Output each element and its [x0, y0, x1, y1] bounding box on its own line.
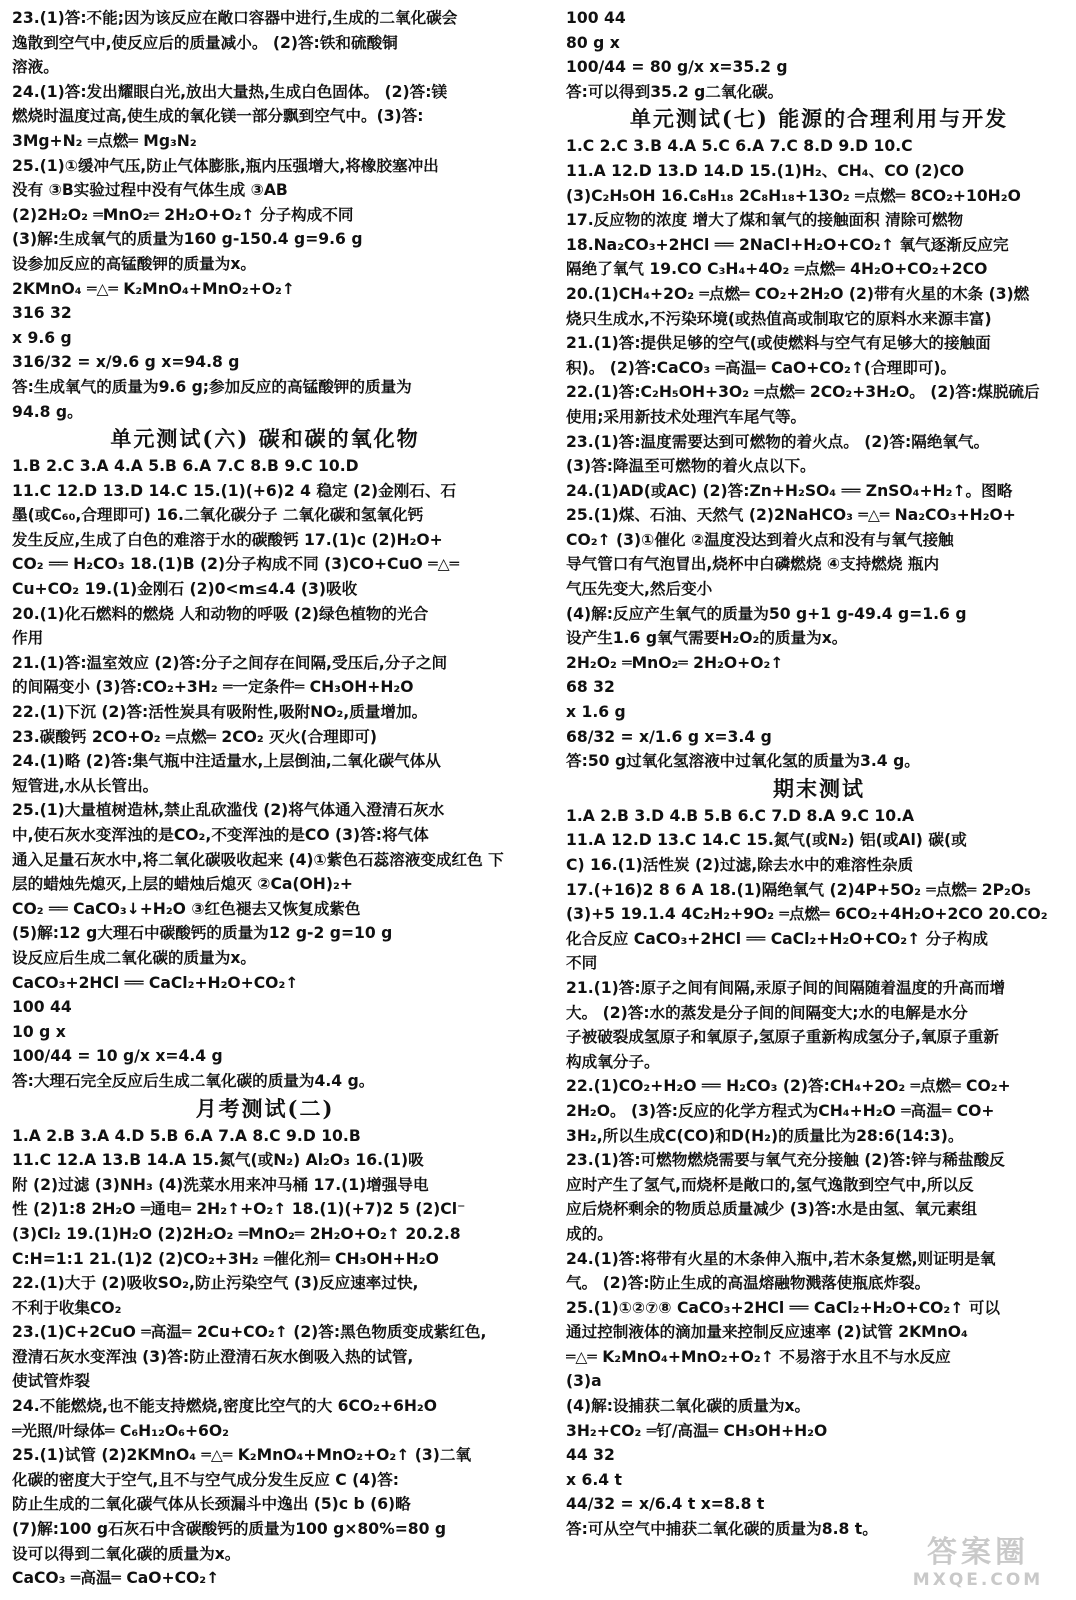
- answer-line: 17.反应物的浓度 增大了煤和氧气的接触面积 清除可燃物: [566, 211, 964, 230]
- answer-line: 层的蜡烛先熄灭,上层的蜡烛后熄灭 ②Ca(OH)₂+: [12, 875, 353, 894]
- answer-line: 22.(1)下沉 (2)答:活性炭具有吸附性,吸附NO₂,质量增加。: [12, 703, 428, 722]
- answer-line: 化碳的密度大于空气,且不与空气成分发生反应 C (4)答:: [12, 1470, 400, 1489]
- answer-line: 通过控制液体的滴加量来控制反应速率 (2)试管 2KMnO₄: [566, 1323, 968, 1342]
- answer-line: 23.(1)C+2CuO ═高温═ 2Cu+CO₂↑ (2)答:黑色物质变成紫红色,: [12, 1323, 487, 1342]
- answer-line: 2H₂O。 (3)答:反应的化学方程式为CH₄+H₂O ═高温═ CO+: [566, 1101, 995, 1120]
- answer-line: Cu+CO₂ 19.(1)金刚石 (2)0<m≤4.4 (3)吸收: [12, 580, 358, 599]
- answer-line: 22.(1)大于 (2)吸收SO₂,防止污染空气 (3)反应速率过快,: [12, 1274, 419, 1293]
- answer-line: 答:大理石完全反应后生成二氧化碳的质量为4.4 g。: [12, 1071, 375, 1090]
- section-heading: 期末测试: [773, 775, 865, 801]
- answer-line: 的间隔变小 (3)答:CO₂+3H₂ ═一定条件═ CH₃OH+H₂O: [12, 678, 414, 697]
- answer-line: 24.(1)答:发出耀眼白光,放出大量热,生成白色固体。 (2)答:镁: [12, 82, 448, 101]
- answer-line: 气压先变大,然后变小: [566, 580, 713, 599]
- answer-line: 11.C 12.D 13.D 14.C 15.(1)(+6)2 4 稳定 (2)金刚石、石: [12, 481, 457, 500]
- answer-line: (3)+5 19.1.4 4C₂H₂+9O₂ ═点燃═ 6CO₂+4H₂O+2CO 20.CO₂: [566, 905, 1048, 924]
- answer-line: 积)。 (2)答:CaCO₃ ═高温═ CaO+CO₂↑(合理即可)。: [566, 358, 957, 377]
- answer-line: x 6.4 t: [566, 1470, 622, 1489]
- answer-line: 11.A 12.D 13.D 14.D 15.(1)H₂、CH₄、CO (2)CO: [566, 161, 965, 180]
- answer-line: 10 g x: [12, 1022, 66, 1041]
- answer-line: 80 g x: [566, 33, 620, 52]
- answer-line: 100/44 = 10 g/x x=4.4 g: [12, 1047, 223, 1066]
- left-column: [12, 6, 518, 1596]
- answer-line: 21.(1)答:温室效应 (2)答:分子之间存在间隔,受压后,分子之间: [12, 653, 448, 672]
- answer-line: (5)解:12 g大理石中碳酸钙的质量为12 g-2 g=10 g: [12, 924, 393, 943]
- answer-line: 316 32: [12, 304, 72, 323]
- answer-line: 1.B 2.C 3.A 4.A 5.B 6.A 7.C 8.B 9.C 10.D: [12, 457, 359, 476]
- section-heading: 单元测试(六) 碳和碳的氧化物: [110, 426, 420, 452]
- answer-line: 11.A 12.D 13.C 14.C 15.氮气(或N₂) 铝(或Al) 碳(或: [566, 831, 967, 850]
- answer-line: 成的。: [566, 1224, 613, 1243]
- answer-line: 墨(或C₆₀,合理即可) 16.二氧化碳分子 二氧化碳和氢氧化钙: [12, 506, 424, 525]
- answer-line: 澄清石灰水变浑浊 (3)答:防止澄清石灰水倒吸入热的试管,: [12, 1347, 414, 1366]
- answer-line: 答:可从空气中捕获二氧化碳的质量为8.8 t。: [566, 1520, 878, 1539]
- answer-line: CO₂ ══ CaCO₃↓+H₂O ③红色褪去又恢复成紫色: [12, 899, 361, 918]
- answer-line: 100/44 = 80 g/x x=35.2 g: [566, 58, 788, 77]
- answer-line: 68/32 = x/1.6 g x=3.4 g: [566, 727, 772, 746]
- answer-line: 1.A 2.B 3.D 4.B 5.B 6.C 7.D 8.A 9.C 10.A: [566, 806, 915, 825]
- answer-line: 应时产生了氢气,而烧杯是敞口的,氢气逸散到空气中,所以反: [566, 1175, 974, 1194]
- answer-line: 溶液。: [12, 58, 59, 77]
- answer-line: 100 44: [12, 998, 72, 1017]
- answer-line: 3H₂,所以生成C(CO)和D(H₂)的质量比为28:6(14:3)。: [566, 1126, 964, 1145]
- answer-line: 11.C 12.A 13.B 14.A 15.氮气(或N₂) Al₂O₃ 16.(1)吸: [12, 1151, 424, 1170]
- answer-line: 25.(1)大量植树造林,禁止乱砍滥伐 (2)将气体通入澄清石灰水: [12, 801, 445, 820]
- answer-line: 不利于收集CO₂: [12, 1298, 122, 1317]
- answer-line: 23.碳酸钙 2CO+O₂ ═点燃═ 2CO₂ 灭火(合理即可): [12, 727, 377, 746]
- answer-line: (3)答:降温至可燃物的着火点以下。: [566, 457, 816, 476]
- answer-line: 20.(1)化石燃料的燃烧 人和动物的呼吸 (2)绿色植物的光合: [12, 604, 429, 623]
- answer-line: 通入足量石灰水中,将二氧化碳吸收起来 (4)①紫色石蕊溶液变成红色 下: [12, 850, 504, 869]
- answer-line: 防止生成的二氧化碳气体从长颈漏斗中逸出 (5)c b (6)略: [12, 1495, 411, 1514]
- answer-line: 使试管炸裂: [12, 1372, 90, 1391]
- answer-line: 3Mg+N₂ ═点燃═ Mg₃N₂: [12, 131, 197, 150]
- answer-line: (3)解:生成氧气的质量为160 g-150.4 g=9.6 g: [12, 230, 363, 249]
- answer-line: CO₂ ══ H₂CO₃ 18.(1)B (2)分子构成不同 (3)CO+CuO ═△═: [12, 555, 460, 574]
- answer-line: 25.(1)①②⑦⑧ CaCO₃+2HCl ══ CaCl₂+H₂O+CO₂↑ 可以: [566, 1298, 1000, 1317]
- section-heading: 单元测试(七) 能源的合理利用与开发: [629, 106, 1009, 132]
- answer-line: C) 16.(1)活性炭 (2)过滤,除去水中的难溶性杂质: [566, 856, 914, 874]
- answer-line: (7)解:100 g石灰石中含碳酸钙的质量为100 g×80%=80 g: [12, 1520, 447, 1539]
- answer-line: 24.(1)答:将带有火星的木条伸入瓶中,若木条复燃,则证明是氧: [566, 1249, 996, 1268]
- answer-line: 23.(1)答:可燃物燃烧需要与氧气充分接触 (2)答:锌与稀盐酸反: [566, 1151, 1005, 1170]
- answer-line: 逸散到空气中,使反应后的质量减小。 (2)答:铁和硫酸铜: [12, 33, 398, 52]
- answer-line: (2)2H₂O₂ ═MnO₂═ 2H₂O+O₂↑ 分子构成不同: [12, 205, 354, 224]
- answer-line: (3)C₂H₅OH 16.C₈H₁₈ 2C₈H₁₈+13O₂ ═点燃═ 8CO₂+10H₂O: [566, 186, 1021, 205]
- answer-line: 使用;采用新技术处理汽车尾气等。: [566, 407, 807, 426]
- answer-line: 短管进,水从长管出。: [12, 776, 159, 795]
- answer-line: 23.(1)答:不能;因为该反应在敞口容器中进行,生成的二氧化碳会: [12, 9, 458, 27]
- answer-line: 25.(1)①缓冲气压,防止气体膨胀,瓶内压强增大,将橡胶塞冲出: [12, 156, 439, 175]
- answer-line: 答:可以得到35.2 g二氧化碳。: [566, 82, 784, 101]
- answer-line: 中,使石灰水变浑浊的是CO₂,不变浑浊的是CO (3)答:将气体: [12, 826, 429, 844]
- answer-line: 答:生成氧气的质量为9.6 g;参加反应的高锰酸钾的质量为: [12, 377, 412, 396]
- answer-line: 1.A 2.B 3.A 4.D 5.B 6.A 7.A 8.C 9.D 10.B: [12, 1126, 361, 1145]
- answer-line: 烧只生成水,不污染环境(或热值高或制取它的原料水来源丰富): [566, 309, 992, 328]
- watermark-line1: 答案圈: [927, 1535, 1029, 1570]
- watermark-logo: [888, 1536, 1068, 1594]
- answer-line: 17.(+16)2 8 6 A 18.(1)隔绝氧气 (2)4P+5O₂ ═点燃═ 2P₂O₅: [566, 880, 1031, 899]
- answer-line: 23.(1)答:温度需要达到可燃物的着火点。 (2)答:隔绝氧气。: [566, 432, 990, 451]
- answer-line: 设可以得到二氧化碳的质量为x。: [12, 1544, 241, 1563]
- answer-line: 不同: [566, 954, 598, 973]
- answer-line: 100 44: [566, 9, 626, 27]
- answer-line: 没有 ③B实验过程中没有气体生成 ③AB: [12, 181, 288, 200]
- answer-line: CO₂↑ (3)①催化 ②温度没达到着火点和没有与氧气接触: [566, 530, 954, 549]
- answer-line: 隔绝了氧气 19.CO C₃H₄+4O₂ ═点燃═ 4H₂O+CO₂+2CO: [566, 260, 988, 279]
- answer-line: 24.不能燃烧,也不能支持燃烧,密度比空气的大 6CO₂+6H₂O: [12, 1397, 438, 1416]
- answer-line: 22.(1)CO₂+H₂O ══ H₂CO₃ (2)答:CH₄+2O₂ ═点燃═ CO₂+: [566, 1077, 1011, 1096]
- answer-line: 25.(1)试管 (2)2KMnO₄ ═△═ K₂MnO₄+MnO₂+O₂↑ (3)二氧: [12, 1446, 472, 1465]
- answer-line: 2H₂O₂ ═MnO₂═ 2H₂O+O₂↑: [566, 653, 784, 672]
- answer-line: 导气管口有气泡冒出,烧杯中白磷燃烧 ④支持燃烧 瓶内: [566, 555, 940, 574]
- section-heading: 月考测试(二): [195, 1095, 335, 1121]
- answer-line: 发生反应,生成了白色的难溶于水的碳酸钙 17.(1)c (2)H₂O+: [12, 530, 443, 549]
- answer-line: 18.Na₂CO₃+2HCl ══ 2NaCl+H₂O+CO₂↑ 氧气逐渐反应完: [566, 235, 1009, 254]
- answer-line: C:H=1:1 21.(1)2 (2)CO₂+3H₂ ═催化剂═ CH₃OH+H₂O: [12, 1249, 439, 1268]
- answer-line: 24.(1)略 (2)答:集气瓶中注适量水,上层倒油,二氧化碳气体从: [12, 752, 441, 771]
- answer-line: 气。 (2)答:防止生成的高温熔融物溅落使瓶底炸裂。: [566, 1274, 931, 1293]
- answer-line: CaCO₃ ═高温═ CaO+CO₂↑: [12, 1569, 220, 1588]
- answer-line: 化合反应 CaCO₃+2HCl ══ CaCl₂+H₂O+CO₂↑ 分子构成: [566, 929, 988, 948]
- answer-line: CaCO₃+2HCl ══ CaCl₂+H₂O+CO₂↑: [12, 973, 299, 992]
- answer-line: ═光照/叶绿体═ C₆H₁₂O₆+6O₂: [12, 1421, 229, 1440]
- answer-line: 44/32 = x/6.4 t x=8.8 t: [566, 1495, 765, 1514]
- answer-line: 68 32: [566, 678, 615, 697]
- right-column: [566, 6, 1072, 1596]
- answer-line: 316/32 = x/9.6 g x=94.8 g: [12, 353, 240, 372]
- answer-line: x 1.6 g: [566, 703, 626, 722]
- answer-line: 3H₂+CO₂ ═钌/高温═ CH₃OH+H₂O: [566, 1421, 828, 1440]
- answer-line: 设反应后生成二氧化碳的质量为x。: [12, 948, 256, 967]
- answer-line: (3)a: [566, 1372, 602, 1391]
- answer-line: 22.(1)答:C₂H₅OH+3O₂ ═点燃═ 2CO₂+3H₂O。 (2)答:煤脱硫后: [566, 383, 1040, 402]
- answer-line: 构成氧分子。: [566, 1052, 660, 1071]
- answer-line: 21.(1)答:提供足够的空气(或使燃料与空气有足够大的接触面: [566, 334, 991, 353]
- answer-line: 大。 (2)答:水的蒸发是分子间的间隔变大;水的电解是水分: [566, 1003, 968, 1022]
- answer-line: (3)Cl₂ 19.(1)H₂O (2)2H₂O₂ ═MnO₂═ 2H₂O+O₂↑ 20.2.8: [12, 1224, 461, 1243]
- answer-line: 44 32: [566, 1446, 615, 1465]
- answer-line: 答:50 g过氧化氢溶液中过氧化氢的质量为3.4 g。: [566, 752, 920, 771]
- answer-line: 附 (2)过滤 (3)NH₃ (4)洗菜水用来冲马桶 17.(1)增强导电: [12, 1175, 429, 1194]
- answer-line: x 9.6 g: [12, 328, 72, 347]
- answer-line: 作用: [12, 629, 44, 648]
- answer-line: 20.(1)CH₄+2O₂ ═点燃═ CO₂+2H₂O (2)带有火星的木条 (3)燃: [566, 284, 1030, 303]
- answer-line: 燃烧时温度过高,使生成的氧化镁一部分飘到空气中。(3)答:: [12, 107, 424, 126]
- answer-line: 子被破裂成氢原子和氧原子,氢原子重新构成氢分子,氧原子重新: [566, 1028, 999, 1047]
- answer-line: (4)解:反应产生氧气的质量为50 g+1 g-49.4 g=1.6 g: [566, 604, 967, 623]
- answer-line: 24.(1)AD(或AC) (2)答:Zn+H₂SO₄ ══ ZnSO₄+H₂↑。图略: [566, 481, 1013, 500]
- answer-line: 设参加反应的高锰酸钾的质量为x。: [12, 254, 256, 273]
- answer-line: 25.(1)煤、石油、天然气 (2)2NaHCO₃ ═△═ Na₂CO₃+H₂O+: [566, 506, 1016, 525]
- answer-line: 设产生1.6 g氧气需要H₂O₂的质量为x。: [566, 629, 848, 648]
- answer-line: (4)解:设捕获二氧化碳的质量为x。: [566, 1397, 811, 1416]
- watermark-line2: MXQE.COM: [912, 1570, 1044, 1590]
- answer-line: 应后烧杯剩余的物质总质量减少 (3)答:水是由氢、氧元素组: [566, 1200, 978, 1219]
- answer-line: 94.8 g。: [12, 402, 83, 421]
- answer-line: 2KMnO₄ ═△═ K₂MnO₄+MnO₂+O₂↑: [12, 279, 295, 298]
- answer-line: ═△═ K₂MnO₄+MnO₂+O₂↑ 不易溶于水且不与水反应: [566, 1347, 951, 1366]
- answer-line: 21.(1)答:原子之间有间隔,汞原子间的间隔随着温度的升高而增: [566, 978, 1006, 997]
- answer-line: 性 (2)1:8 2H₂O ═通电═ 2H₂↑+O₂↑ 18.(1)(+7)2 5 (2)Cl⁻: [12, 1200, 466, 1219]
- answer-line: 1.C 2.C 3.B 4.A 5.C 6.A 7.C 8.D 9.D 10.C: [566, 137, 913, 156]
